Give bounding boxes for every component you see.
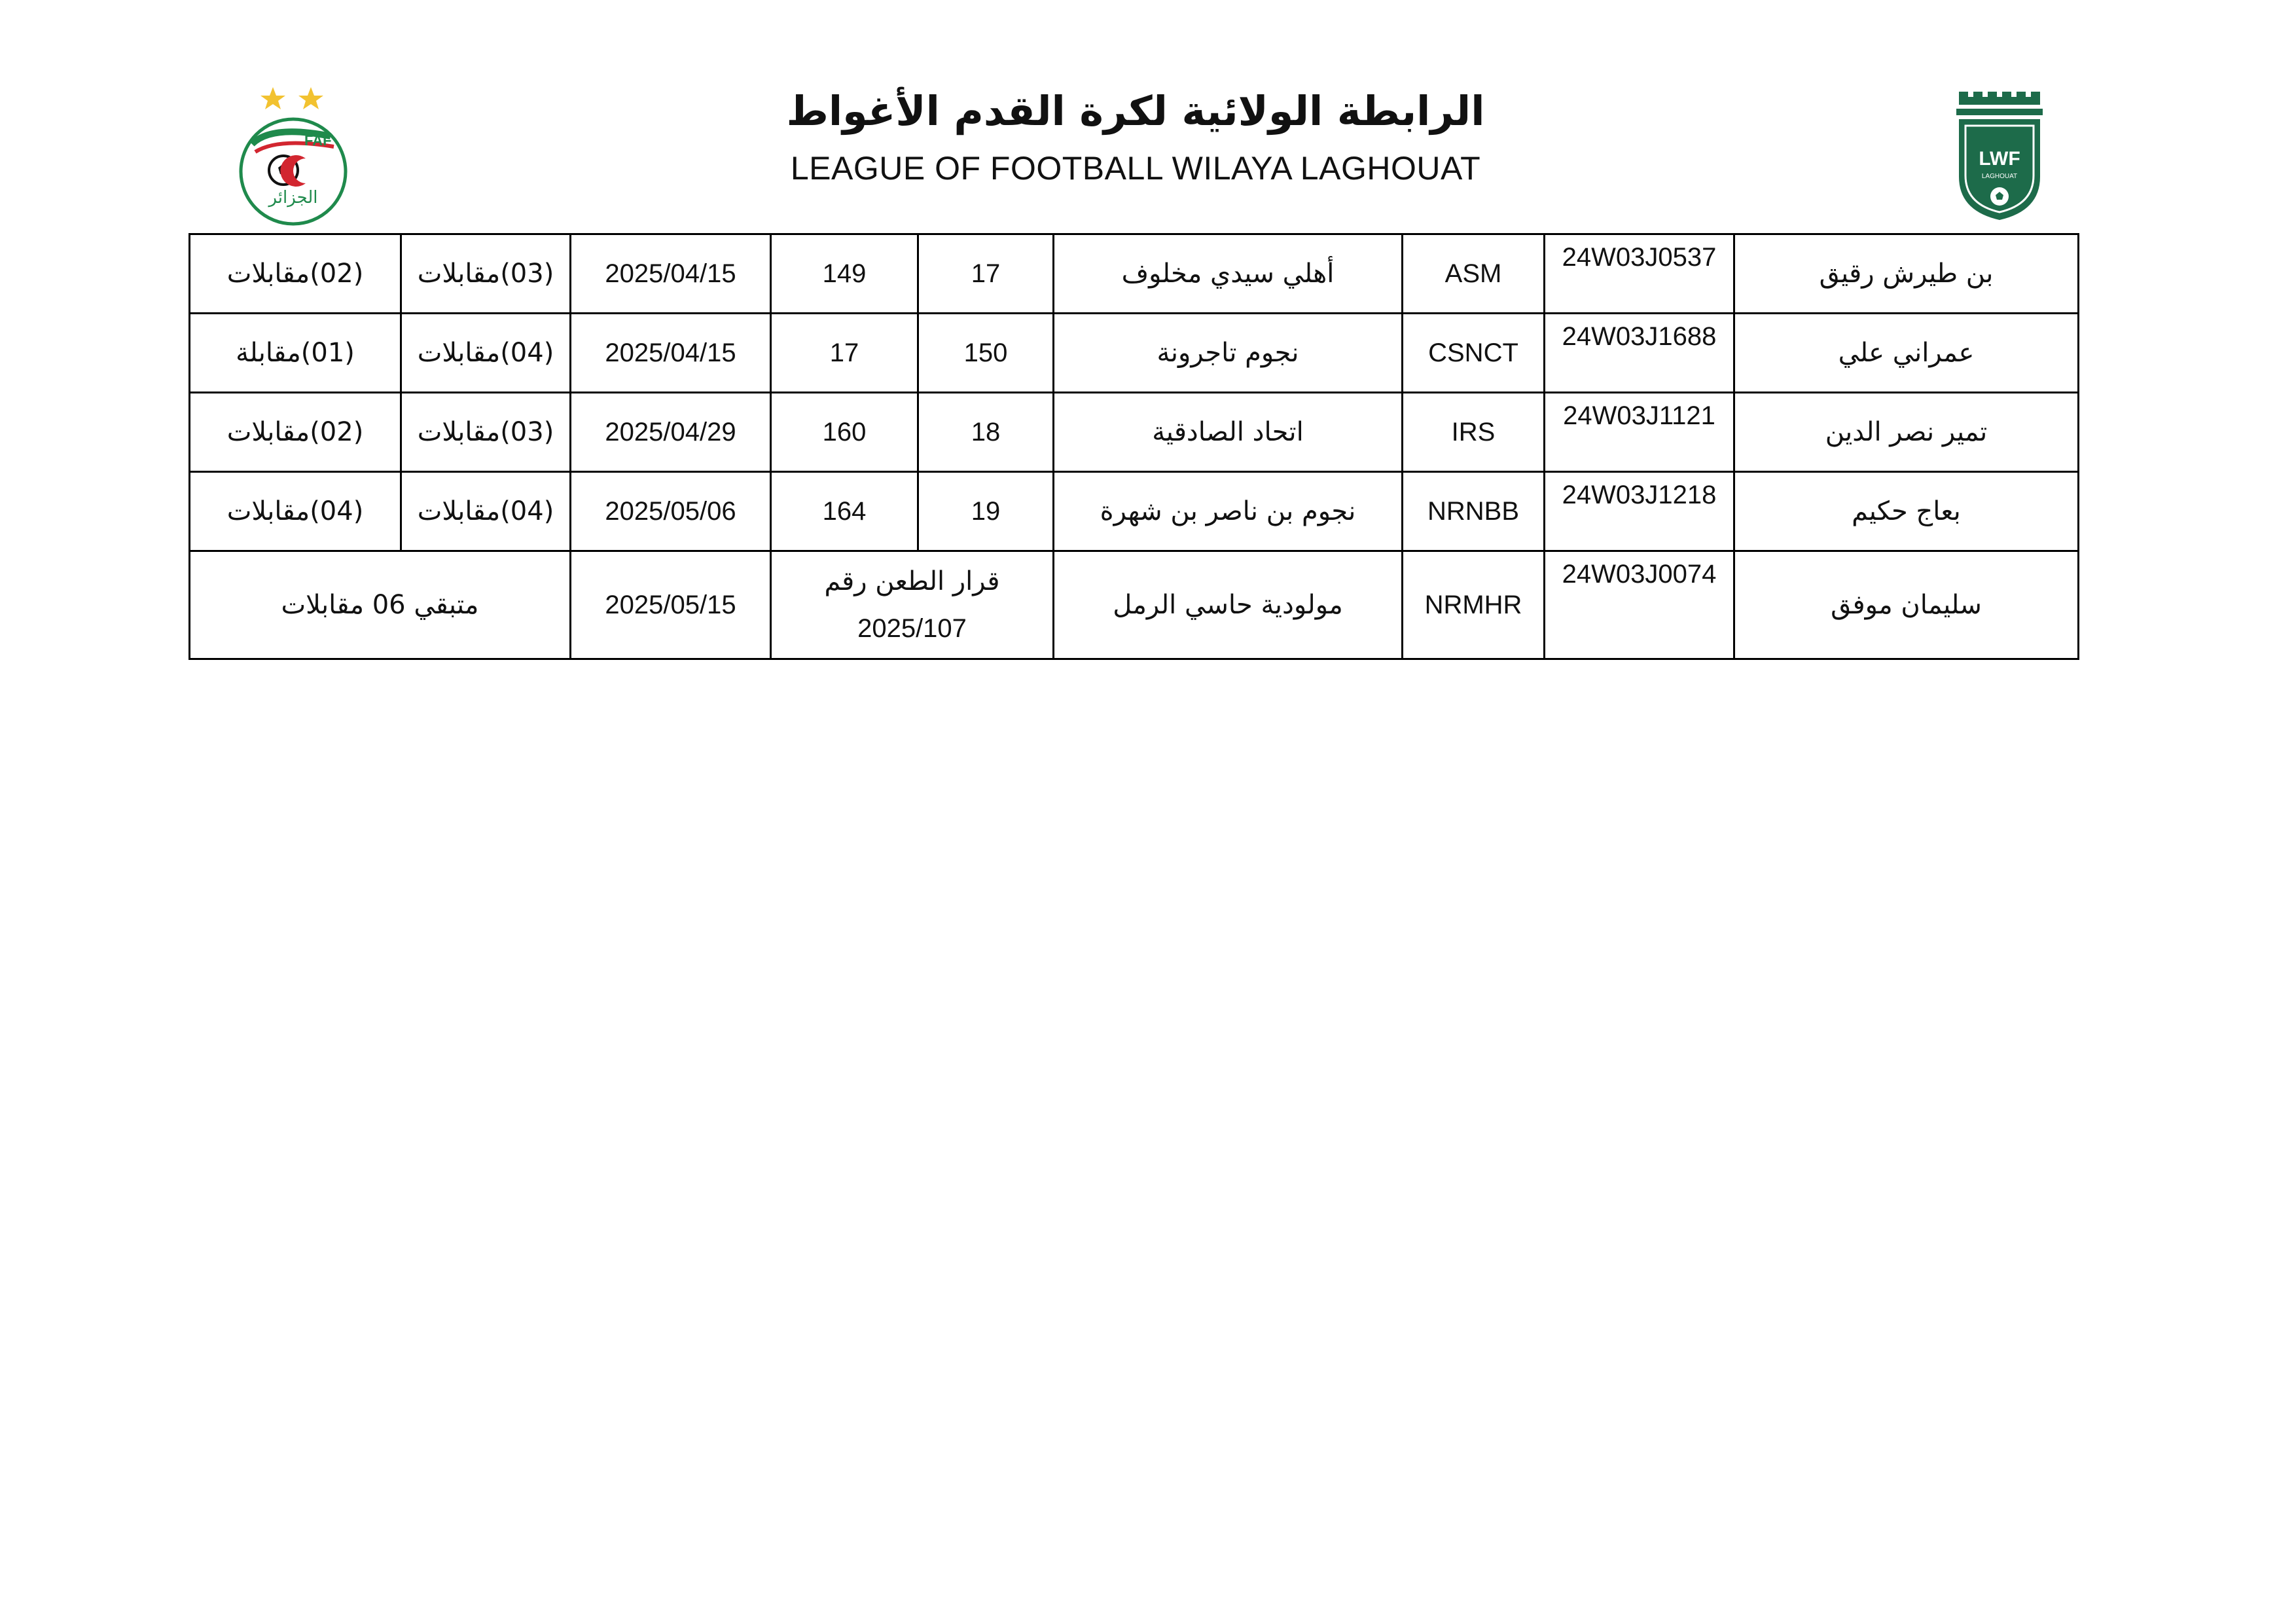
table-row (190, 393, 2079, 472)
document-header (655, 82, 1617, 194)
date-cell: 2025/05/06 (571, 472, 771, 551)
star-icon (298, 87, 323, 109)
remaining-cell: متبقي 06 مقابلات (190, 551, 571, 659)
lwf-logo (1947, 92, 2052, 223)
license-cell: 24W03J1688 (1545, 314, 1734, 393)
table-row (190, 472, 2079, 551)
sanction-b-cell: (01)مقابلة (190, 314, 401, 393)
license-cell: 24W03J0074 (1545, 551, 1734, 659)
number-cell: 150 (918, 314, 1054, 393)
decision-cell (771, 551, 1054, 659)
title-arabic: الرابطة الولائية لكرة القدم الأغواط (786, 87, 1485, 135)
club-code-cell: CSNCT (1403, 314, 1545, 393)
number-cell: 19 (918, 472, 1054, 551)
svg-text:LWF: LWF (1979, 148, 2020, 170)
club-code-cell: NRMHR (1403, 551, 1545, 659)
club-code-cell: IRS (1403, 393, 1545, 472)
club-name-cell: نجوم تاجرونة (1054, 314, 1403, 393)
sanction-a-cell: (04)مقابلات (401, 314, 571, 393)
license-cell: 24W03J0537 (1545, 234, 1734, 314)
club-code-cell: NRNBB (1403, 472, 1545, 551)
sanction-b-cell: (02)مقابلات (190, 393, 401, 472)
decision-label: قرار الطعن رقم (824, 566, 1000, 596)
table-row (190, 234, 2079, 314)
club-code-cell: ASM (1403, 234, 1545, 314)
club-name-cell: اتحاد الصادقية (1054, 393, 1403, 472)
sanction-a-cell: (03)مقابلات (401, 393, 571, 472)
number-cell: 164 (771, 472, 918, 551)
sanction-b-cell: (02)مقابلات (190, 234, 401, 314)
number-cell: 17 (771, 314, 918, 393)
player-name-cell: تمير نصر الدين (1734, 393, 2079, 472)
player-name-cell: بن طيرش رقيق (1734, 234, 2079, 314)
title-english: LEAGUE OF FOOTBALL WILAYA LAGHOUAT (790, 150, 1481, 187)
table-row (190, 314, 2079, 393)
sanction-b-cell: (04)مقابلات (190, 472, 401, 551)
svg-text:FAF: FAF (304, 132, 332, 149)
svg-text:الجزائر: الجزائر (268, 188, 318, 208)
player-name-cell: بعاج حكيم (1734, 472, 2079, 551)
number-cell: 149 (771, 234, 918, 314)
date-cell: 2025/04/15 (571, 314, 771, 393)
player-name-cell: عمراني علي (1734, 314, 2079, 393)
sanctions-table (188, 233, 2079, 660)
faf-logo (232, 79, 363, 229)
license-cell: 24W03J1218 (1545, 472, 1734, 551)
sanction-a-cell: (03)مقابلات (401, 234, 571, 314)
date-cell: 2025/05/15 (571, 551, 771, 659)
decision-number: 2025/107 (857, 614, 967, 643)
player-name-cell: سليمان موفق (1734, 551, 2079, 659)
svg-text:LAGHOUAT: LAGHOUAT (1981, 173, 2018, 180)
star-icon (260, 87, 285, 109)
table-row (190, 551, 2079, 659)
date-cell: 2025/04/29 (571, 393, 771, 472)
number-cell: 17 (918, 234, 1054, 314)
number-cell: 160 (771, 393, 918, 472)
number-cell: 18 (918, 393, 1054, 472)
club-name-cell: نجوم بن ناصر بن شهرة (1054, 472, 1403, 551)
club-name-cell: مولودية حاسي الرمل (1054, 551, 1403, 659)
license-cell: 24W03J1121 (1545, 393, 1734, 472)
date-cell: 2025/04/15 (571, 234, 771, 314)
club-name-cell: أهلي سيدي مخلوف (1054, 234, 1403, 314)
sanction-a-cell: (04)مقابلات (401, 472, 571, 551)
